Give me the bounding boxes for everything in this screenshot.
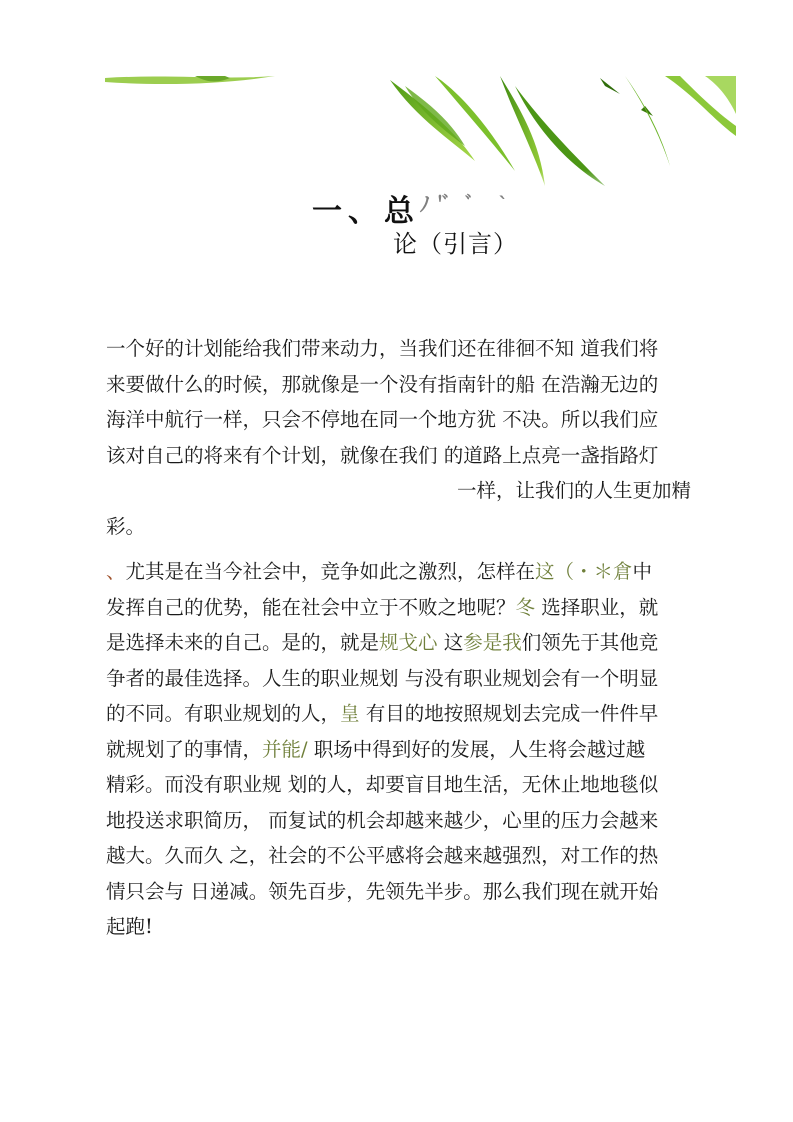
text-line: 情只会与 日递减。领先百步，先领先半步。那么我们现在就开始 bbox=[106, 879, 659, 903]
text-line: 越大。久而久 之，社会的不公平感将会越来越强烈，对工作的热 bbox=[106, 844, 659, 867]
text-line: 地投送求职简历， 而复试的机会却越来越少，心里的压力会越来 bbox=[106, 808, 659, 832]
highlight-text: 并能/ bbox=[262, 737, 308, 761]
section-subtitle: 论（引言） bbox=[393, 230, 518, 258]
text-line: 该对自己的将来有个计划，就像在我们 的道路上点亮一盏指路灯 bbox=[106, 443, 659, 467]
paragraph-body bbox=[106, 554, 691, 945]
highlight-text: 冬 bbox=[515, 595, 536, 619]
text-line: 的不同。有职业规划的人，皇 有目的地按照规划去完成一件件早 bbox=[106, 702, 659, 725]
text-line: 彩。 bbox=[106, 514, 146, 538]
text-line: 争者的最佳选择。人生的职业规划 与没有职业规划会有一个明显 bbox=[106, 666, 659, 690]
bamboo-leaves-icon bbox=[105, 76, 736, 201]
highlight-text: 规戈心 bbox=[379, 631, 438, 654]
text-line: 精彩。而没有职业规 划的人，却要盲目地生活，无休止地地毯似 bbox=[106, 773, 659, 796]
section-title: 一、总$^{ﾉ'ﾞ ﾞ `}$ bbox=[312, 192, 517, 229]
highlight-text: 皇 bbox=[340, 702, 360, 725]
highlight-text: 参是我 bbox=[463, 631, 522, 654]
text-line: 、尤其是在当今社会中，竞争如此之激烈，怎样在这（・＊倉中 bbox=[106, 560, 653, 583]
text-line: 一样，让我们的人生更加精 bbox=[456, 479, 691, 502]
highlight-text: 这（・＊倉 bbox=[535, 560, 633, 583]
section-title-faded: ﾉ'ﾞ ﾞ ` bbox=[420, 192, 517, 216]
text-line: 来要做什么的时候，那就像是一个没有指南针的船 在浩瀚无边的 bbox=[106, 372, 659, 396]
text-line: 起跑! bbox=[106, 915, 153, 938]
text-line: 海洋中航行一样，只会不停地在同一个地方犹 不决。所以我们应 bbox=[106, 408, 659, 431]
text-line: 是选择未来的自己。是的，就是规戈心 这参是我们领先于其他竞 bbox=[106, 631, 659, 654]
bullet-mark: 、 bbox=[106, 560, 126, 583]
text-line: 发挥自己的优势，能在社会中立于不败之地呢？冬 选择职业，就 bbox=[106, 595, 659, 619]
bamboo-header-image bbox=[105, 76, 736, 201]
paragraph-intro bbox=[106, 331, 691, 544]
text-line: 就规划了的事情，并能/ 职场中得到好的发展，人生将会越过越 bbox=[106, 737, 646, 761]
text-line: 一个好的计划能给我们带来动力，当我们还在徘徊不知 道我们将 bbox=[106, 337, 659, 360]
